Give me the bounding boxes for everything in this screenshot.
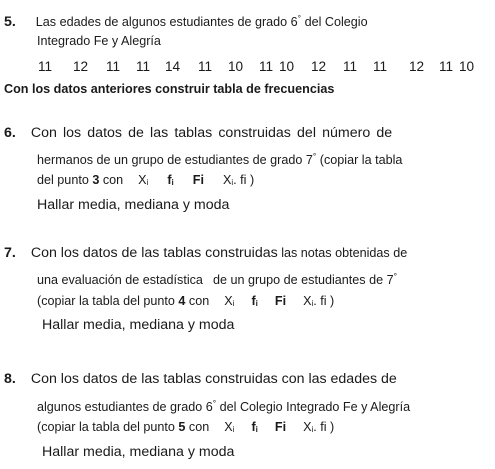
problem-text: (copiar la tabla [316, 153, 403, 167]
data-value: 11 [439, 59, 454, 74]
problem-text: algunos estudiantes de grado 6 [37, 400, 213, 414]
problem-text: con [99, 173, 124, 187]
problem-8-line-2 [37, 395, 410, 416]
reference-number: 3 [92, 173, 100, 187]
column-xi: $X_i$ [138, 173, 149, 187]
problem-8-line-3 [37, 419, 334, 438]
problem-6-line-1 [4, 125, 392, 142]
problem-text: (copiar la tabla del punto [37, 420, 179, 434]
data-value: 12 [311, 59, 327, 74]
column-Fi: Fi [192, 173, 204, 187]
degree-mark: ° [312, 151, 317, 161]
problem-text: con [185, 420, 210, 434]
problem-5-instruction: Con los datos anteriores construir tabla de frecuencias [4, 82, 335, 96]
reference-number: 4 [178, 294, 186, 308]
column-Fi: Fi [274, 420, 287, 434]
problem-number: 8. [4, 371, 16, 387]
problem-text: Las edades de algunos estudiantes de grado 6 [35, 15, 298, 29]
column-fi: $f_i$ [167, 173, 174, 187]
data-value: 10 [228, 59, 244, 74]
data-value: 11 [373, 59, 388, 74]
problem-number: 5. [4, 14, 16, 30]
problem-6-line-3 [37, 172, 254, 191]
column-xi: $X_i$ [224, 420, 235, 434]
problem-text: del Colegio [301, 15, 368, 29]
problem-text: Con los datos de las tablas construidas con las edades de [30, 371, 397, 387]
data-value: 11 [198, 59, 213, 74]
problem-8-line-1 [4, 371, 397, 388]
problem-7-task: Hallar media, mediana y moda [42, 317, 235, 333]
problem-text: (copiar la tabla del punto [37, 294, 179, 308]
problem-number: 6. [4, 125, 16, 141]
column-xifi: $X_i$. fi ) [303, 420, 335, 434]
data-value: 11 [106, 59, 121, 74]
degree-mark: ° [212, 398, 217, 408]
data-values [38, 58, 474, 75]
column-fi: $f_i$ [251, 294, 258, 308]
data-value: 11 [38, 59, 53, 74]
data-value: 10 [459, 59, 475, 74]
data-value: 11 [343, 59, 358, 74]
degree-mark: ° [393, 271, 397, 281]
problem-6-line-2 [37, 148, 402, 169]
problem-text: Con los datos de las tablas construidas [30, 245, 278, 261]
problem-number: 7. [4, 245, 16, 261]
problem-text: del punto [37, 173, 93, 187]
column-fi: $f_i$ [251, 420, 258, 434]
data-value: 10 [279, 59, 295, 74]
problem-7-line-2 [37, 268, 397, 289]
problem-7-line-1 [4, 245, 407, 262]
problem-text: de un grupo de estudiantes de 7 [212, 273, 394, 287]
problem-text: las notas obtenidas de [277, 246, 408, 260]
data-value: 12 [73, 59, 89, 74]
column-xifi: $X_i$. fi ) [222, 173, 255, 187]
problem-5-line-1 [4, 10, 368, 31]
data-value: 11 [259, 59, 274, 74]
problem-8-task: Hallar media, mediana y moda [42, 444, 235, 460]
problem-text: hermanos de un grupo de estudiantes de grado 7 [37, 153, 313, 167]
reference-number: 5 [178, 420, 186, 434]
data-value: 14 [165, 59, 181, 74]
degree-mark: ° [297, 13, 302, 23]
problem-text: Con los datos de las tablas construidas del número de [30, 125, 393, 141]
problem-text: con [185, 294, 210, 308]
problem-7-line-3 [37, 293, 334, 312]
problem-text: del Colegio Integrado Fe y Alegría [216, 400, 411, 414]
problem-text: una evaluación de estadística [37, 273, 203, 287]
column-xifi: $X_i$. fi ) [303, 294, 335, 308]
data-value: 12 [409, 59, 425, 74]
data-value: 11 [136, 59, 151, 74]
column-Fi: Fi [274, 294, 287, 308]
column-xi: $X_i$ [224, 294, 235, 308]
problem-5-line-2: Integrado Fe y Alegría [37, 34, 161, 48]
problem-6-task: Hallar media, mediana y moda [37, 197, 230, 213]
